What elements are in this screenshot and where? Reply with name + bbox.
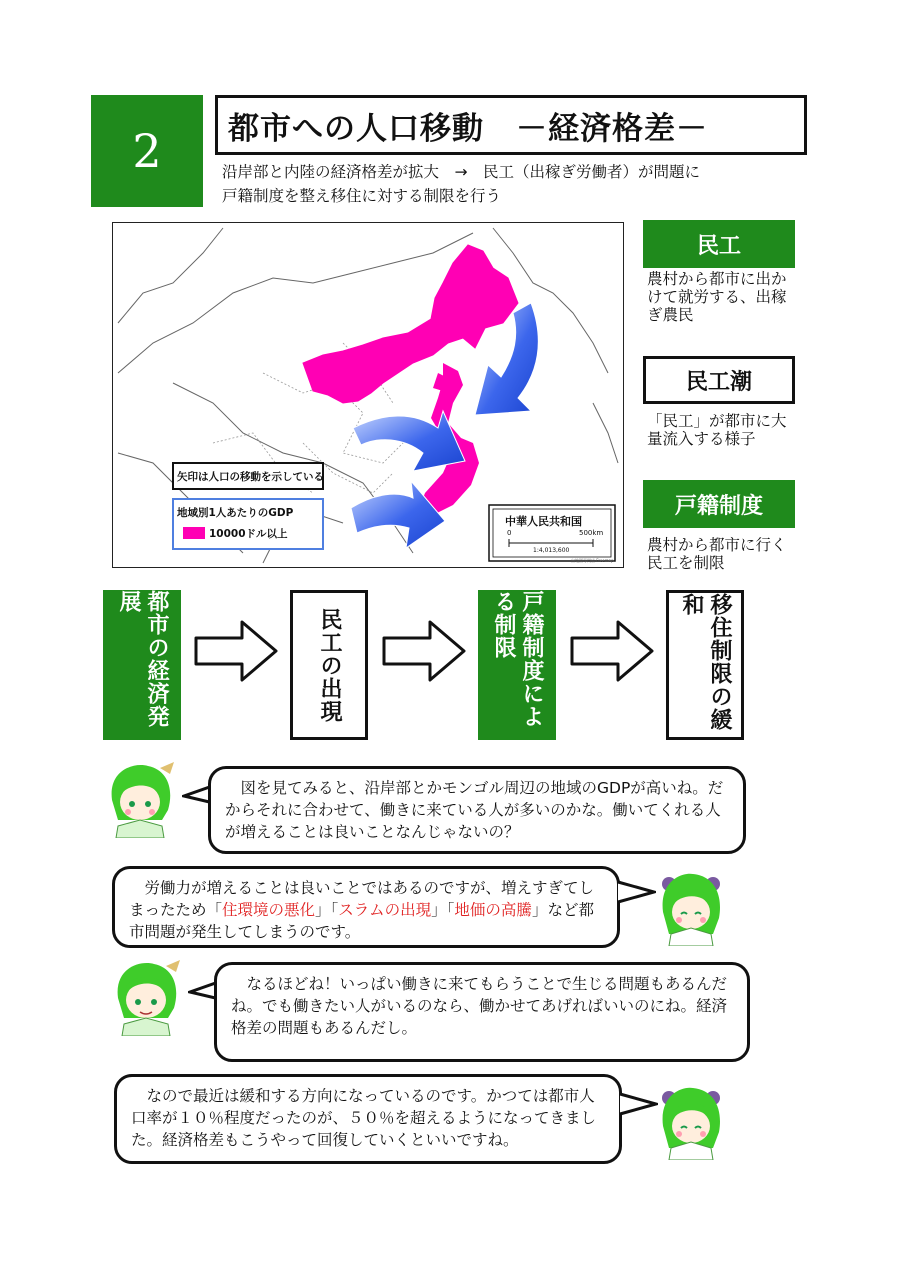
flow-arrow-2-icon (382, 620, 466, 682)
chat-bubble-4: なので最近は緩和する方向になっているのです。かつては都市人口率が１０％程度だったのが、５０％を超えるようになってきました。経済格差もこうやって回復していくといいですね。 (114, 1074, 622, 1164)
flow-step-3-text: 戸籍制度による制限 (491, 590, 544, 728)
flow-arrow-3-icon (570, 620, 654, 682)
legend-item: 10000ドル以上 (209, 528, 288, 540)
term-mingong-desc: 農村から都市に出かけて就労する、出稼ぎ農民 (647, 270, 787, 324)
chat-2-red-3: 地価の高騰 (454, 901, 532, 919)
subtitle-line-2: 戸籍制度を整え移住に対する制限を行う (222, 187, 502, 205)
bubble-tail-4 (618, 1092, 658, 1116)
arrow-note: 矢印は人口の移動を示している (177, 471, 324, 483)
flow-step-1 (103, 590, 181, 740)
flow-arrow-1-icon (194, 620, 278, 682)
chat-bubble-2 (112, 866, 620, 948)
girl-avatar-icon (104, 760, 176, 838)
chat-bubble-1: 図を見てみると、沿岸部とかモンゴル周辺の地域のGDPが高いね。だからそれに合わせて、働きに来ている人が多いのかな。働いてくれる人が増えることは良いことなんじゃないの？ (208, 766, 746, 854)
chat-2-red-1: 住環境の悪化 (222, 901, 316, 919)
subtitle-line-1: 沿岸部と内陸の経済格差が拡大 → 民工（出稼ぎ労働者）が問題に (222, 163, 700, 181)
term-hukou: 戸籍制度 (643, 480, 795, 528)
flow-step-1-text: 都市の経済発展 (116, 590, 169, 728)
chat-2-mid-1: 」「 (315, 901, 339, 919)
legend-title: 地域別1人あたりのGDP (177, 507, 294, 519)
girl-avatar-2-icon (655, 868, 727, 946)
chat-2-red-2: スラムの出現 (338, 901, 432, 919)
inset-country: 中華人民共和国 (505, 515, 582, 528)
chat-2-post: 」など都市問題が発生してしまうのです。 (129, 901, 594, 941)
section-number: 2 (91, 95, 203, 207)
bubble-tail-2 (616, 880, 656, 904)
chat-2-pre: 労働力が増えることは良いことではあるのですが、増えすぎてしまったため「 (129, 879, 595, 919)
china-map (112, 222, 624, 568)
term-mingong: 民工 (643, 220, 795, 268)
flow-step-4-text: 移住制限の緩和 (679, 593, 732, 731)
flow-step-3 (478, 590, 556, 740)
page-title: 都市への人口移動 －経済格差－ (215, 95, 807, 155)
scale-max: 500km (579, 529, 604, 537)
girl-avatar-3-icon (110, 958, 182, 1036)
flow-step-2 (290, 590, 368, 740)
term-mingongchao-desc: 「民工」が都市に大量流入する様子 (647, 412, 787, 448)
term-hukou-desc: 農村から都市に行く民工を制限 (647, 536, 787, 572)
flow-step-4 (666, 590, 744, 740)
scale-ratio: 1:4,013,600 (533, 547, 570, 554)
flow-step-2-text: 民工の出現 (317, 607, 342, 723)
chat-2-mid-2: 」「 (431, 901, 455, 919)
scale-zero: 0 (507, 529, 512, 537)
girl-avatar-4-icon (655, 1082, 727, 1160)
map-credit: 白地図専門店 Freemap (571, 558, 614, 563)
term-mingongchao: 民工潮 (643, 356, 795, 404)
chat-bubble-3: なるほどね！いっぱい働きに来てもらうことで生じる問題もあるんだね。でも働きたい人がいるのなら、働かせてあげればいいのにね。経済格差の問題もあるんだし。 (214, 962, 750, 1062)
